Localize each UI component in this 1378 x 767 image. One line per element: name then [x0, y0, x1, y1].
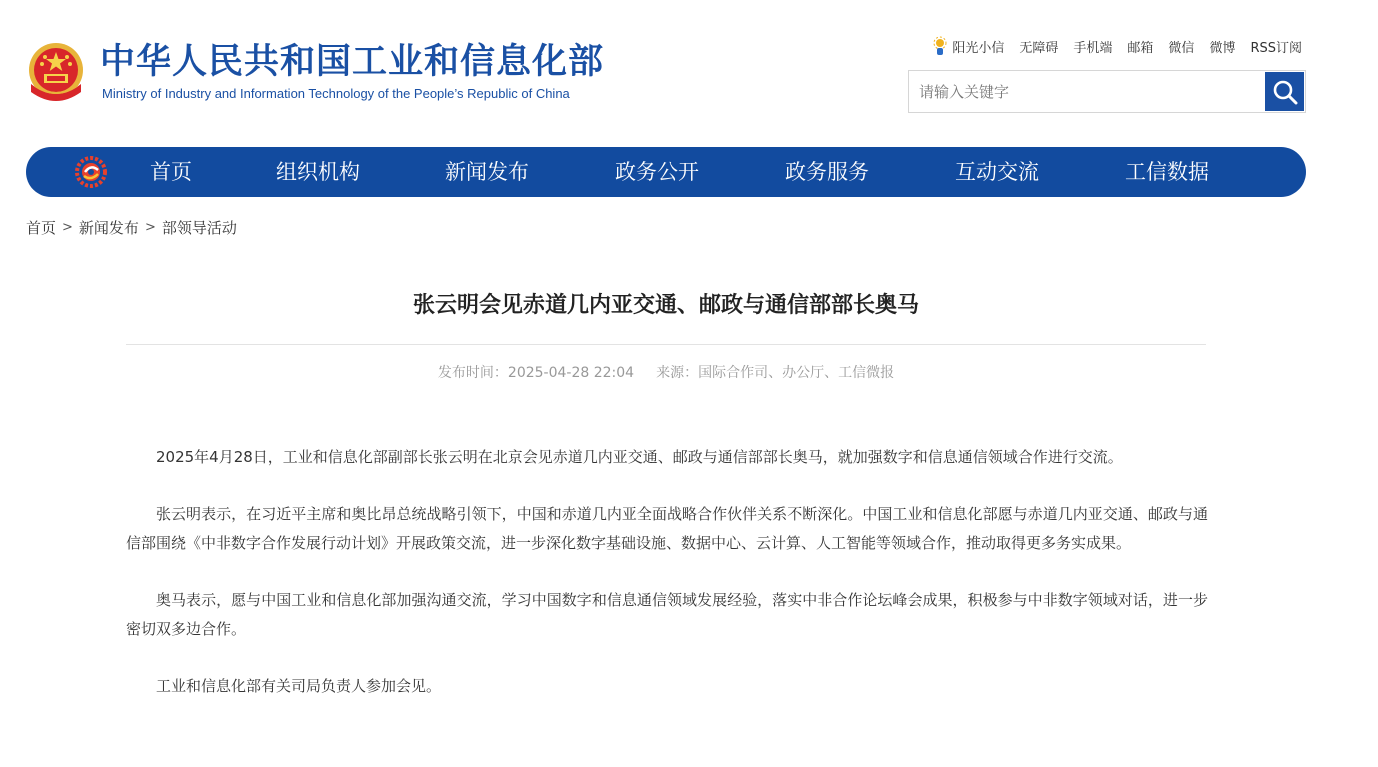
article-paragraph: 工业和信息化部有关司局负责人参加会见。 [156, 677, 442, 695]
breadcrumb-separator: > [62, 220, 73, 235]
search-icon [1272, 79, 1298, 105]
toplink-sunshine[interactable] [933, 36, 1004, 56]
breadcrumb-news[interactable]: 新闻发布 [78, 219, 139, 237]
breadcrumb-home[interactable]: 首页 [26, 219, 57, 237]
article-meta [126, 362, 1206, 382]
site-title[interactable]: 中华人民共和国工业和信息化部 [100, 42, 605, 82]
sun-icon [933, 36, 947, 56]
search-box [908, 70, 1306, 113]
nav-item-organization[interactable]: 组织机构 [276, 160, 360, 184]
toplink-rss[interactable]: RSS订阅 [1250, 40, 1302, 56]
toplink-weibo[interactable]: 微博 [1209, 40, 1236, 56]
breadcrumb-leader-activities[interactable]: 部领导活动 [161, 219, 237, 237]
nav-item-government-affairs[interactable]: 政务公开 [615, 160, 699, 184]
toplink-wechat[interactable]: 微信 [1168, 40, 1195, 56]
title-divider [126, 344, 1206, 345]
nav-item-home[interactable]: 首页 [150, 160, 192, 184]
nav-item-data[interactable]: 工信数据 [1125, 160, 1209, 184]
main-nav [26, 147, 1306, 197]
article-title: 张云明会见赤道几内亚交通、邮政与通信部部长奥马 [412, 293, 919, 318]
publish-time: 发布时间：2025-04-28 22:04 [437, 365, 635, 381]
article-body [126, 443, 1208, 729]
nav-item-interaction[interactable]: 互动交流 [955, 160, 1039, 184]
breadcrumb [26, 217, 237, 238]
search-input[interactable] [909, 71, 1265, 112]
nav-item-services[interactable]: 政务服务 [785, 160, 869, 184]
article-paragraph: 奥马表示，愿与中国工业和信息化部加强沟通交流，学习中国数字和信息通信领域发展经验，落实中非合作论坛峰会成果，积极参与中非数字领域对话，进一步密切双多边合作。 [126, 591, 1208, 638]
toplink-sunshine-label: 阳光小信 [952, 40, 1005, 56]
toplink-accessibility[interactable]: 无障碍 [1019, 40, 1059, 56]
toplink-mail[interactable]: 邮箱 [1127, 40, 1154, 56]
site-subtitle: Ministry of Industry and Information Technology of the People’s Republic of China [102, 86, 570, 101]
search-button[interactable] [1265, 72, 1304, 111]
site-header [0, 0, 1378, 140]
toplink-mobile[interactable]: 手机端 [1073, 40, 1113, 56]
top-links [918, 34, 1302, 58]
national-emblem-icon[interactable] [25, 40, 87, 106]
nav-item-news[interactable]: 新闻发布 [445, 160, 529, 184]
article-paragraph: 张云明表示，在习近平主席和奥比昂总统战略引领下，中国和赤道几内亚全面战略合作伙伴关系不断深化。中国工业和信息化部愿与赤道几内亚交通、邮政与通信部围绕《中非数字合作发展行动计划》开展政策交流，进一步深化数字基础设施、数据中心、云计算、人工智能等领域合作，推动取得更多务实成果。 [126, 505, 1208, 552]
ministry-logo-icon[interactable] [73, 154, 109, 190]
article-source: 来源：国际合作司、办公厅、工信微报 [656, 365, 895, 381]
article-paragraph: 2025年4月28日，工业和信息化部副部长张云明在北京会见赤道几内亚交通、邮政与通信部部长奥马，就加强数字和信息通信领域合作进行交流。 [156, 448, 1123, 466]
breadcrumb-separator: > [144, 220, 156, 235]
